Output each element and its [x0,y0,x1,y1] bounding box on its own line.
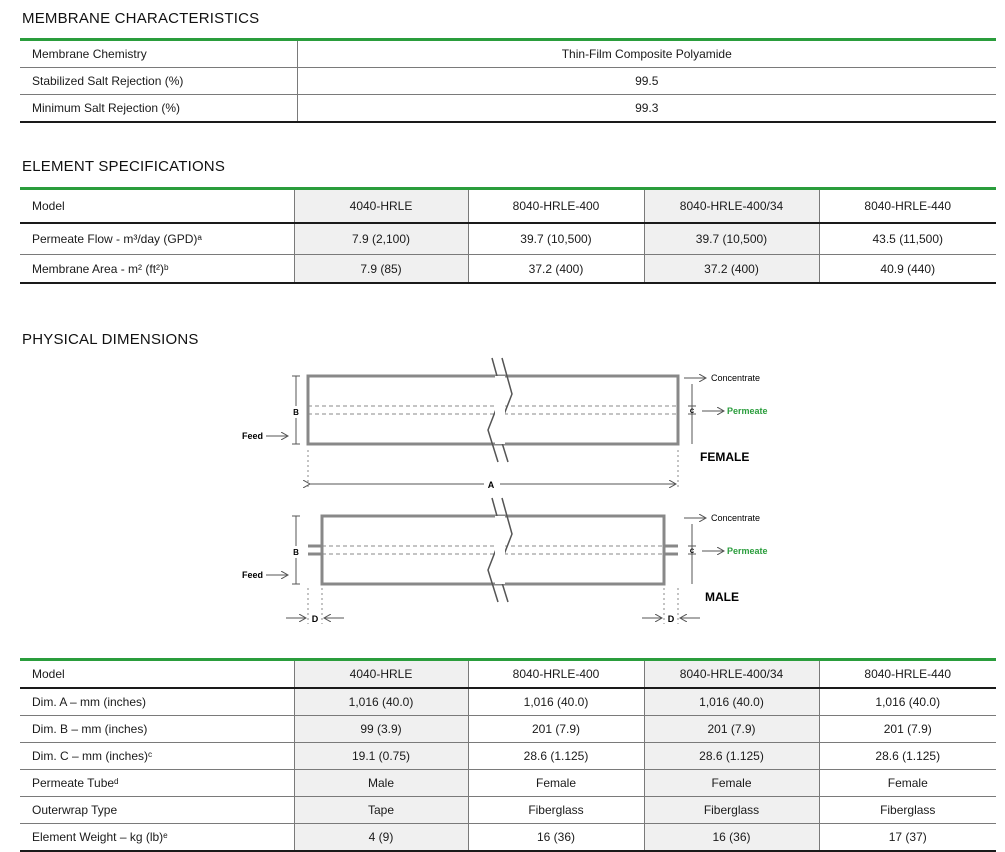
table-cell: Fiberglass [468,797,644,824]
dim-a-line [308,450,678,490]
element-spec-table [20,187,996,284]
physical-dimensions-table [20,658,996,852]
row-label: Membrane Area - m² (ft²)ᵇ [20,255,294,284]
element-section-title: ELEMENT SPECIFICATIONS [22,158,226,175]
table-cell: 40.9 (440) [819,255,996,284]
membrane-label: Membrane Chemistry [20,40,297,68]
table-cell: 37.2 (400) [644,255,819,284]
feed-label: Feed [242,431,264,441]
table-cell: Female [468,770,644,797]
table-cell: 1,016 (40.0) [819,688,996,716]
header-cell: 8040-HRLE-400 [468,189,644,224]
row-label: Dim. A – mm (inches) [20,688,294,716]
table-cell: Tape [294,797,468,824]
table-cell: Fiberglass [644,797,819,824]
header-cell: 4040-HRLE [294,189,468,224]
male-label: MALE [705,590,739,604]
table-row [20,797,996,824]
dim-b-label: B [293,408,299,417]
table-row [20,716,996,743]
table-row [20,68,996,95]
table-row [20,40,996,68]
table-cell: 28.6 (1.125) [819,743,996,770]
table-cell: 19.1 (0.75) [294,743,468,770]
table-cell: 7.9 (85) [294,255,468,284]
table-row [20,770,996,797]
membrane-value: 99.3 [297,95,996,123]
table-cell: 39.7 (10,500) [468,223,644,255]
membrane-label: Stabilized Salt Rejection (%) [20,68,297,95]
table-cell: Female [819,770,996,797]
table-row [20,743,996,770]
table-cell: 201 (7.9) [819,716,996,743]
membrane-section-title: MEMBRANE CHARACTERISTICS [22,10,260,27]
membrane-value: Thin-Film Composite Polyamide [297,40,996,68]
header-cell: Model [20,189,294,224]
header-cell: 8040-HRLE-440 [819,660,996,689]
table-cell: 1,016 (40.0) [468,688,644,716]
header-cell: 4040-HRLE [294,660,468,689]
header-cell: 8040-HRLE-400/34 [644,189,819,224]
female-label: FEMALE [700,450,750,464]
table-row [20,223,996,255]
table-header-row [20,660,996,689]
table-cell: Fiberglass [819,797,996,824]
female-element-drawing [242,358,768,464]
header-cell: 8040-HRLE-440 [819,189,996,224]
dim-b-label: B [293,548,299,557]
table-cell: 28.6 (1.125) [468,743,644,770]
dim-a-label: A [487,480,495,490]
row-label: Element Weight – kg (lb)ᵉ [20,824,294,852]
table-header-row [20,189,996,224]
row-label: Permeate Flow - m³/day (GPD)ᵃ [20,223,294,255]
table-cell: 4 (9) [294,824,468,852]
element-dimension-diagram [240,354,800,634]
concentrate-label: Concentrate [711,513,761,523]
concentrate-label: Concentrate [711,373,761,383]
table-cell: 37.2 (400) [468,255,644,284]
membrane-table [20,38,996,123]
table-cell: 7.9 (2,100) [294,223,468,255]
table-cell: 201 (7.9) [644,716,819,743]
table-row [20,688,996,716]
table-cell: 39.7 (10,500) [644,223,819,255]
table-cell: 17 (37) [819,824,996,852]
table-row [20,95,996,123]
table-cell: 43.5 (11,500) [819,223,996,255]
table-cell: 1,016 (40.0) [644,688,819,716]
row-label: Permeate Tubeᵈ [20,770,294,797]
dim-c-label: C [689,549,695,555]
table-row [20,255,996,284]
dim-c-label: C [689,409,695,415]
header-cell: Model [20,660,294,689]
physical-section-title: PHYSICAL DIMENSIONS [22,331,199,348]
table-cell: 28.6 (1.125) [644,743,819,770]
male-element-drawing [242,498,768,624]
table-cell: 16 (36) [468,824,644,852]
dim-d-label: D [311,614,319,624]
permeate-label: Permeate [727,406,768,416]
membrane-value: 99.5 [297,68,996,95]
header-cell: 8040-HRLE-400/34 [644,660,819,689]
table-row [20,824,996,852]
permeate-label: Permeate [727,546,768,556]
feed-label: Feed [242,570,264,580]
table-cell: 1,016 (40.0) [294,688,468,716]
row-label: Outerwrap Type [20,797,294,824]
table-cell: 16 (36) [644,824,819,852]
row-label: Dim. B – mm (inches) [20,716,294,743]
table-cell: Male [294,770,468,797]
table-cell: 201 (7.9) [468,716,644,743]
row-label: Dim. C – mm (inches)ᶜ [20,743,294,770]
dim-d-label: D [667,614,675,624]
table-cell: 99 (3.9) [294,716,468,743]
header-cell: 8040-HRLE-400 [468,660,644,689]
table-cell: Female [644,770,819,797]
membrane-label: Minimum Salt Rejection (%) [20,95,297,123]
